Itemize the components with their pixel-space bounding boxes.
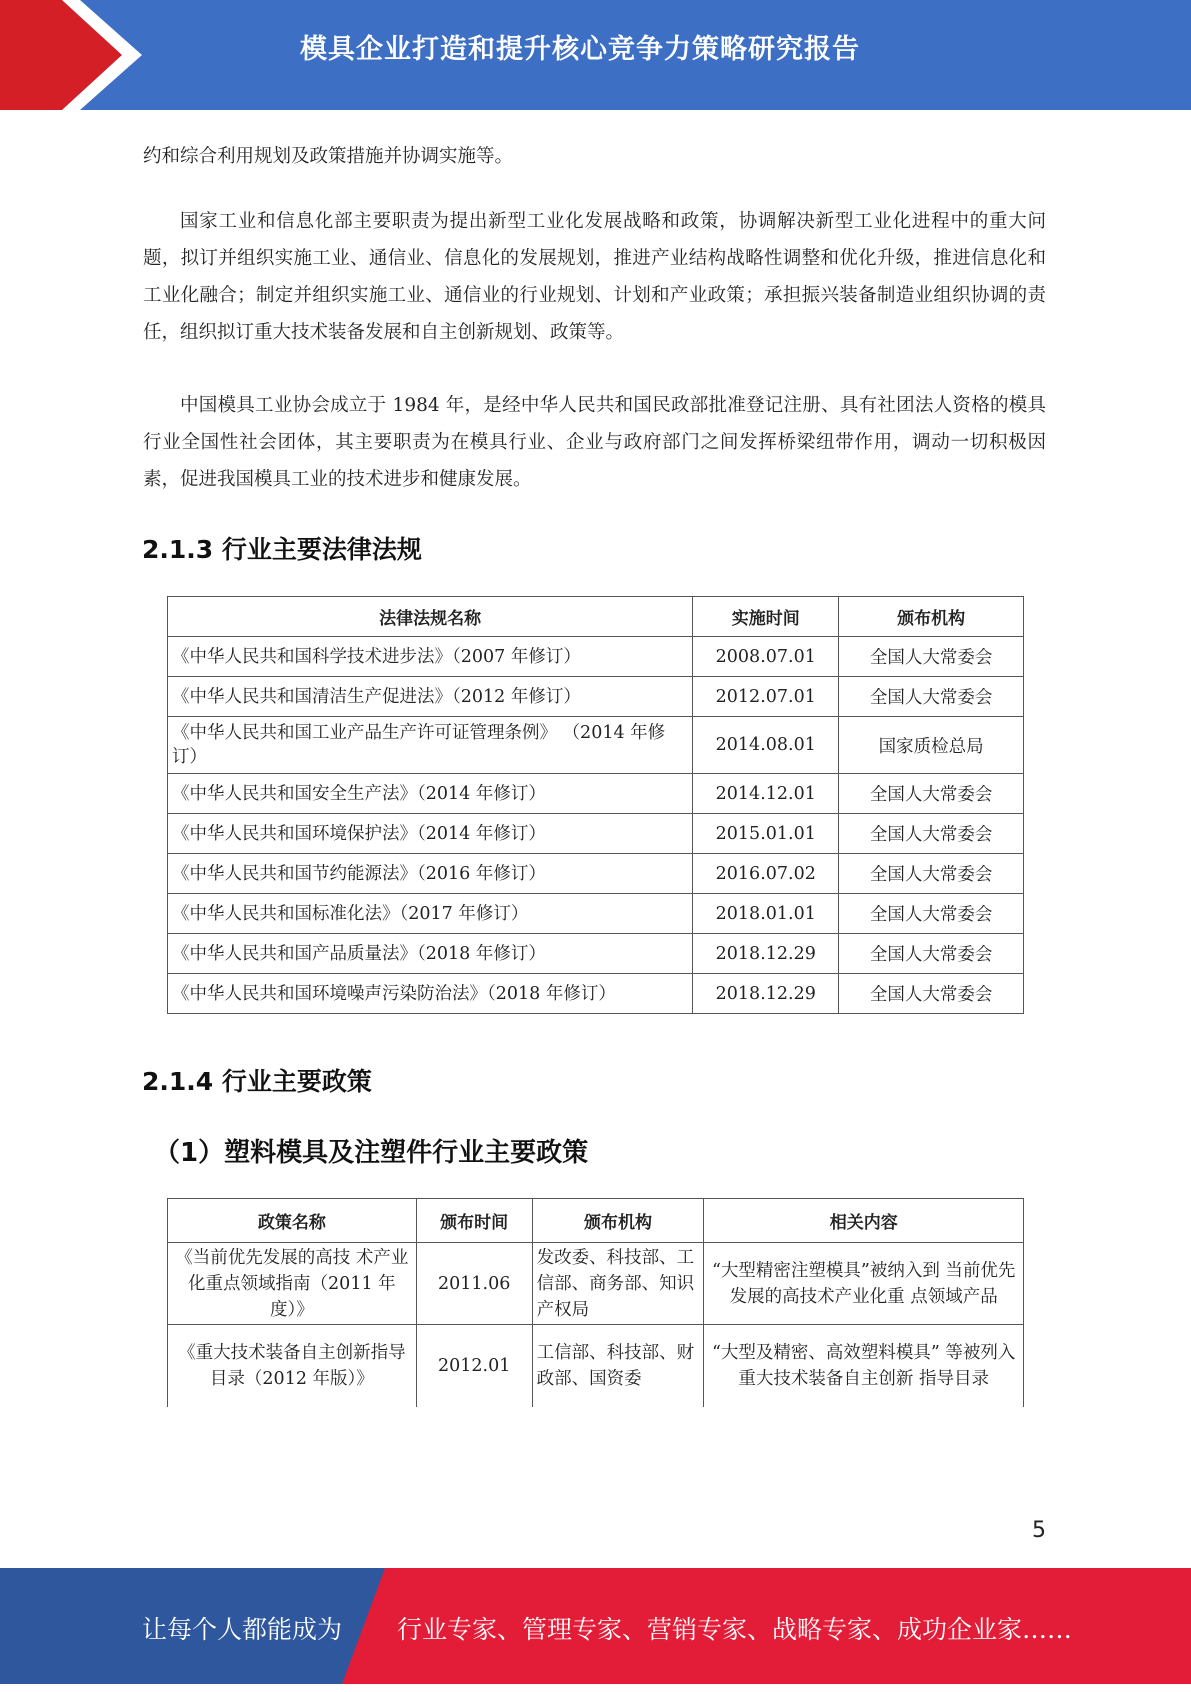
issue-date: 2011.06: [416, 1243, 532, 1325]
related-content: “大型及精密、高效塑料模具” 等被列入重大技术装备自主创新 指导目录: [704, 1325, 1024, 1407]
table-row: [168, 974, 1024, 1014]
issuing-authority: 全国人大常委会: [839, 934, 1024, 974]
footer-slogan-right: 行业专家、管理专家、营销专家、战略专家、成功企业家……: [397, 1615, 1073, 1644]
table-row: [168, 637, 1024, 677]
table-row: [168, 934, 1024, 974]
issuing-authority: 发改委、科技部、工信部、商务部、知识产权局: [532, 1243, 704, 1325]
policy-name: 《当前优先发展的高技 术产业化重点领域指南（2011 年度）》: [168, 1243, 417, 1325]
column-header: 实施时间: [693, 597, 839, 637]
table-row: [168, 717, 1024, 774]
paragraph-miit: 国家工业和信息化部主要职责为提出新型工业化发展战略和政策，协调解决新型工业化进程中的重大问题，拟订并组织实施工业、通信业、信息化的发展规划，推进产业结构战略性调整和优化升级，推进信息化和工业化融合；制定并组织实施工业、通信业的行业规划、计划和产业政策；承担振兴装备制造业组织协调的责任，组织拟订重大技术装备发展和自主创新规划、政策等。: [143, 211, 1046, 343]
table-row: [168, 1243, 1024, 1325]
issuing-authority: 全国人大常委会: [839, 637, 1024, 677]
column-header: 颁布时间: [416, 1199, 532, 1243]
column-header: 政策名称: [168, 1199, 417, 1243]
law-name: 《中华人民共和国清洁生产促进法》（2012 年修订）: [168, 677, 693, 717]
issuing-authority: 全国人大常委会: [839, 774, 1024, 814]
section-heading-policies: 2.1.4 行业主要政策: [142, 1067, 372, 1096]
table-row: [168, 894, 1024, 934]
law-name: 《中华人民共和国工业产品生产许可证管理条例》 （2014 年修订）: [168, 717, 693, 774]
effective-date: 2014.08.01: [693, 717, 839, 774]
table-row: [168, 677, 1024, 717]
table-row: [168, 774, 1024, 814]
page-footer: [0, 1568, 1191, 1684]
issuing-authority: 全国人大常委会: [839, 677, 1024, 717]
law-name: 《中华人民共和国环境噪声污染防治法》（2018 年修订）: [168, 974, 693, 1014]
law-name: 《中华人民共和国节约能源法》（2016 年修订）: [168, 854, 693, 894]
table-row: [168, 1325, 1024, 1407]
table-header-row: [168, 597, 1024, 637]
page-header: [0, 0, 1191, 110]
issuing-authority: 工信部、科技部、财政部、国资委: [532, 1325, 704, 1407]
paragraph-die-association: 中国模具工业协会成立于 1984 年，是经中华人民共和国民政部批准登记注册、具有社团法人资格的模具行业全国性社会团体，其主要职责为在模具行业、企业与政府部门之间发挥桥梁纽带作用，调动一切积极因素，促进我国模具工业的技术进步和健康发展。: [143, 395, 1046, 490]
effective-date: 2016.07.02: [693, 854, 839, 894]
effective-date: 2012.07.01: [693, 677, 839, 717]
issuing-authority: 全国人大常委会: [839, 894, 1024, 934]
effective-date: 2008.07.01: [693, 637, 839, 677]
law-name: 《中华人民共和国标准化法》（2017 年修订）: [168, 894, 693, 934]
issuing-authority: 全国人大常委会: [839, 814, 1024, 854]
effective-date: 2018.01.01: [693, 894, 839, 934]
related-content: “大型精密注塑模具”被纳入到 当前优先发展的高技术产业化重 点领域产品: [704, 1243, 1024, 1325]
policies-table: [167, 1198, 1024, 1407]
law-name: 《中华人民共和国科学技术进步法》（2007 年修订）: [168, 637, 693, 677]
paragraph-continuation: 约和综合利用规划及政策措施并协调实施等。: [143, 146, 514, 167]
column-header: 相关内容: [704, 1199, 1024, 1243]
column-header: 颁布机构: [532, 1199, 704, 1243]
section-heading-laws: 2.1.3 行业主要法律法规: [142, 535, 422, 564]
column-header: 颁布机构: [839, 597, 1024, 637]
law-name: 《中华人民共和国产品质量法》（2018 年修订）: [168, 934, 693, 974]
table-header-row: [168, 1199, 1024, 1243]
subsection-heading-plastic-molds: （1）塑料模具及注塑件行业主要政策: [154, 1138, 589, 1168]
policy-name: 《重大技术装备自主创新指导目录（2012 年版）》: [168, 1325, 417, 1407]
effective-date: 2018.12.29: [693, 974, 839, 1014]
effective-date: 2015.01.01: [693, 814, 839, 854]
issuing-authority: 全国人大常委会: [839, 854, 1024, 894]
table-row: [168, 814, 1024, 854]
law-name: 《中华人民共和国环境保护法》（2014 年修订）: [168, 814, 693, 854]
issuing-authority: 全国人大常委会: [839, 974, 1024, 1014]
law-name: 《中华人民共和国安全生产法》（2014 年修订）: [168, 774, 693, 814]
issuing-authority: 国家质检总局: [839, 717, 1024, 774]
table-row: [168, 854, 1024, 894]
effective-date: 2014.12.01: [693, 774, 839, 814]
column-header: 法律法规名称: [168, 597, 693, 637]
footer-slogan-left: 让每个人都能成为: [142, 1615, 343, 1644]
laws-table: [167, 596, 1024, 1014]
effective-date: 2018.12.29: [693, 934, 839, 974]
page-number: 5: [1032, 1518, 1046, 1543]
report-title: 模具企业打造和提升核心竞争力策略研究报告: [300, 34, 860, 65]
issue-date: 2012.01: [416, 1325, 532, 1407]
